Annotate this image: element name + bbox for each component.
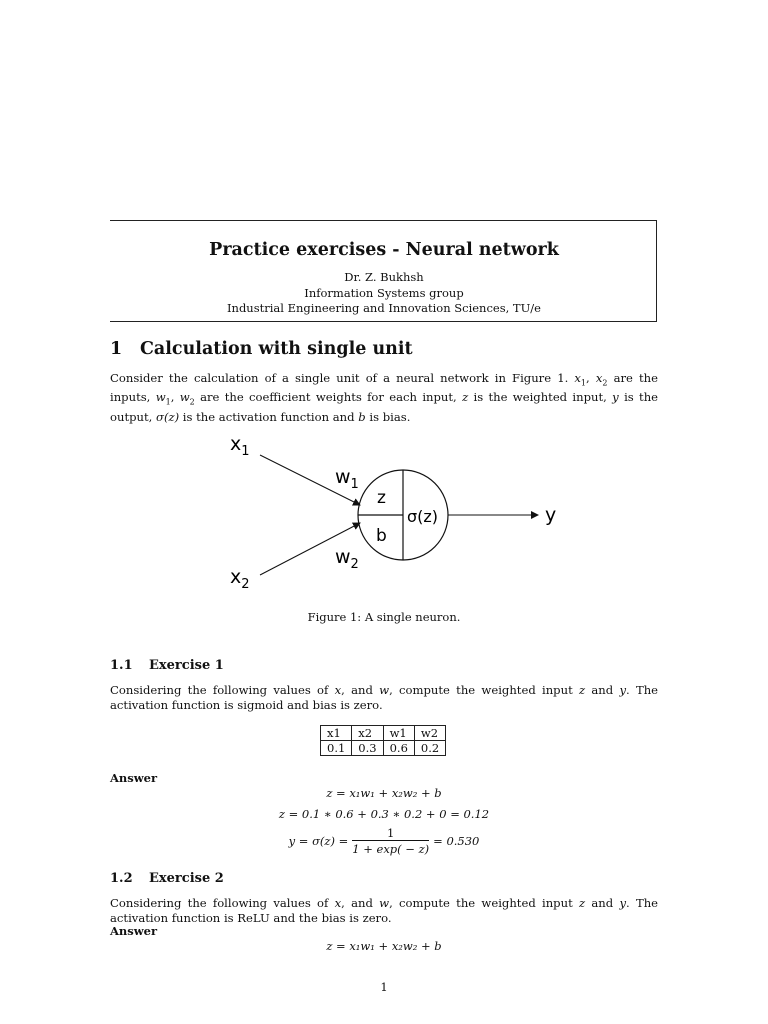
- table-cell: 0.3: [352, 741, 383, 756]
- exercise-1-heading: 1.1 Exercise 1: [110, 658, 224, 673]
- values-table: [320, 725, 446, 756]
- z-label: z: [377, 488, 386, 508]
- equation-z-1: z = x₁w₁ + x₂w₂ + b: [326, 786, 442, 800]
- table-cell: 0.2: [414, 741, 445, 756]
- fraction: [352, 826, 429, 856]
- page-number: 1: [380, 980, 388, 994]
- fraction-denominator: 1 + exp( − z): [352, 842, 430, 856]
- table-row: [321, 741, 446, 756]
- equation-z-2: z = x₁w₁ + x₂w₂ + b: [326, 939, 442, 953]
- author: Dr. Z. Bukhsh: [344, 270, 424, 284]
- answer-label-1: Answer: [110, 771, 158, 785]
- table-cell: 0.1: [321, 741, 352, 756]
- x2-label: $x_2$: [230, 566, 250, 592]
- sigma-label: σ(z): [407, 507, 439, 526]
- y-label: y: [545, 504, 557, 526]
- table-header-cell: w1: [383, 726, 414, 741]
- author-department: Industrial Engineering and Innovation Sciences, TU/e: [227, 301, 541, 315]
- equation-y-rhs: = 0.530: [433, 834, 480, 848]
- answer-label-2: Answer: [110, 924, 158, 938]
- neuron-figure: [220, 425, 580, 595]
- fraction-numerator: 1: [387, 826, 395, 840]
- section-heading: [110, 339, 413, 359]
- section-number: 1: [110, 339, 123, 359]
- page-title: Practice exercises - Neural network: [209, 240, 559, 260]
- table-header-cell: w2: [414, 726, 445, 741]
- w1-label: $w_1$: [335, 466, 359, 492]
- exercise-2-text: Considering the following values of x, and w, compute the weighted input z and y. The activation function is ReLU and the bias is zero.: [110, 896, 659, 925]
- equation-y-lhs: y = σ(z) =: [288, 834, 349, 848]
- table-cell: 0.6: [383, 741, 414, 756]
- x1-label: $x_1$: [230, 433, 250, 459]
- table-row: [321, 726, 446, 741]
- figure-caption: Figure 1: A single neuron.: [307, 610, 461, 624]
- exercise-1-text: Considering the following values of x, and w, compute the weighted input z and y. The activation function is sigmoid and bias is zero.: [110, 683, 659, 712]
- w2-label: $w_2$: [335, 546, 359, 572]
- section-title: Calculation with single unit: [140, 339, 413, 359]
- table-header-cell: x2: [352, 726, 383, 741]
- author-group: Information Systems group: [304, 286, 464, 300]
- intro-paragraph: Consider the calculation of a single unit of a neural network in Figure 1. $x_1$, $x_2$ are the inputs, $w_1$, $w_2$ are the coefficient weights for each input, z is the weighted input, y is the output, σ(z) is the activation function and b is bias.: [110, 371, 659, 424]
- exercise-2-heading: 1.2 Exercise 2: [110, 871, 224, 886]
- equation-y: [110, 826, 658, 856]
- table-header-cell: x1: [321, 726, 352, 741]
- equation-z-values: z = 0.1 ∗ 0.6 + 0.3 ∗ 0.2 + 0 = 0.12: [278, 807, 490, 821]
- b-label: b: [376, 526, 387, 546]
